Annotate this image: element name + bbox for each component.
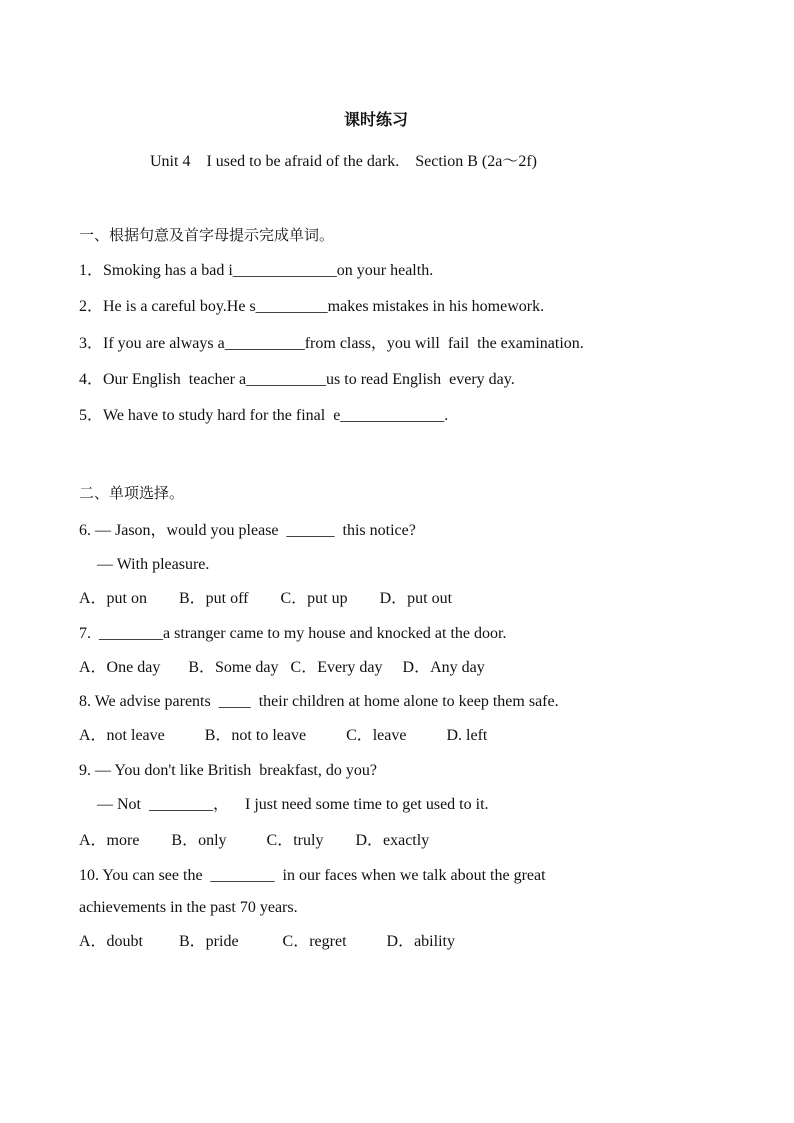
question-9-options: A．more B．only C．truly D．exactly	[79, 832, 430, 849]
question-7: 7. ________a stranger came to my house and knocked at the door.	[79, 625, 507, 642]
question-10: 10. You can see the ________ in our faces when we talk about the great	[79, 867, 546, 884]
question-8: 8. We advise parents ____ their children at home alone to keep them safe.	[79, 693, 559, 710]
question-7-options: A．One day B．Some day C．Every day D．Any day	[79, 659, 485, 676]
question-6-options: A．put on B．put off C．put up D．put out	[79, 590, 453, 607]
question-5: 5．We have to study hard for the final e_____________.	[79, 407, 449, 424]
question-10-options: A．doubt B．pride C．regret D．ability	[79, 933, 455, 950]
section2-heading: 二、单项选择。	[79, 484, 185, 502]
page-subtitle: Unit 4 I used to be afraid of the dark. Section B (2a～2f)	[150, 153, 538, 170]
question-6-reply: — With pleasure.	[97, 556, 210, 573]
question-4: 4．Our English teacher a__________us to read English every day.	[79, 371, 515, 388]
question-8-options: A．not leave B．not to leave C．leave D. left	[79, 727, 488, 744]
question-3: 3．If you are always a__________from class，you will fail the examination.	[79, 335, 584, 352]
page-title: 课时练习	[343, 110, 408, 129]
question-6: 6. — Jason，would you please ______ this notice?	[79, 522, 416, 539]
question-10-continued: achievements in the past 70 years.	[79, 899, 298, 916]
section1-heading: 一、根据句意及首字母提示完成单词。	[79, 226, 335, 244]
question-1: 1．Smoking has a bad i_____________on your health.	[79, 262, 434, 279]
question-2: 2．He is a careful boy.He s_________makes mistakes in his homework.	[79, 298, 545, 315]
question-9: 9. — You don't like British breakfast, do you?	[79, 762, 377, 779]
question-9-reply: — Not ________， I just need some time to get used to it.	[97, 796, 489, 813]
